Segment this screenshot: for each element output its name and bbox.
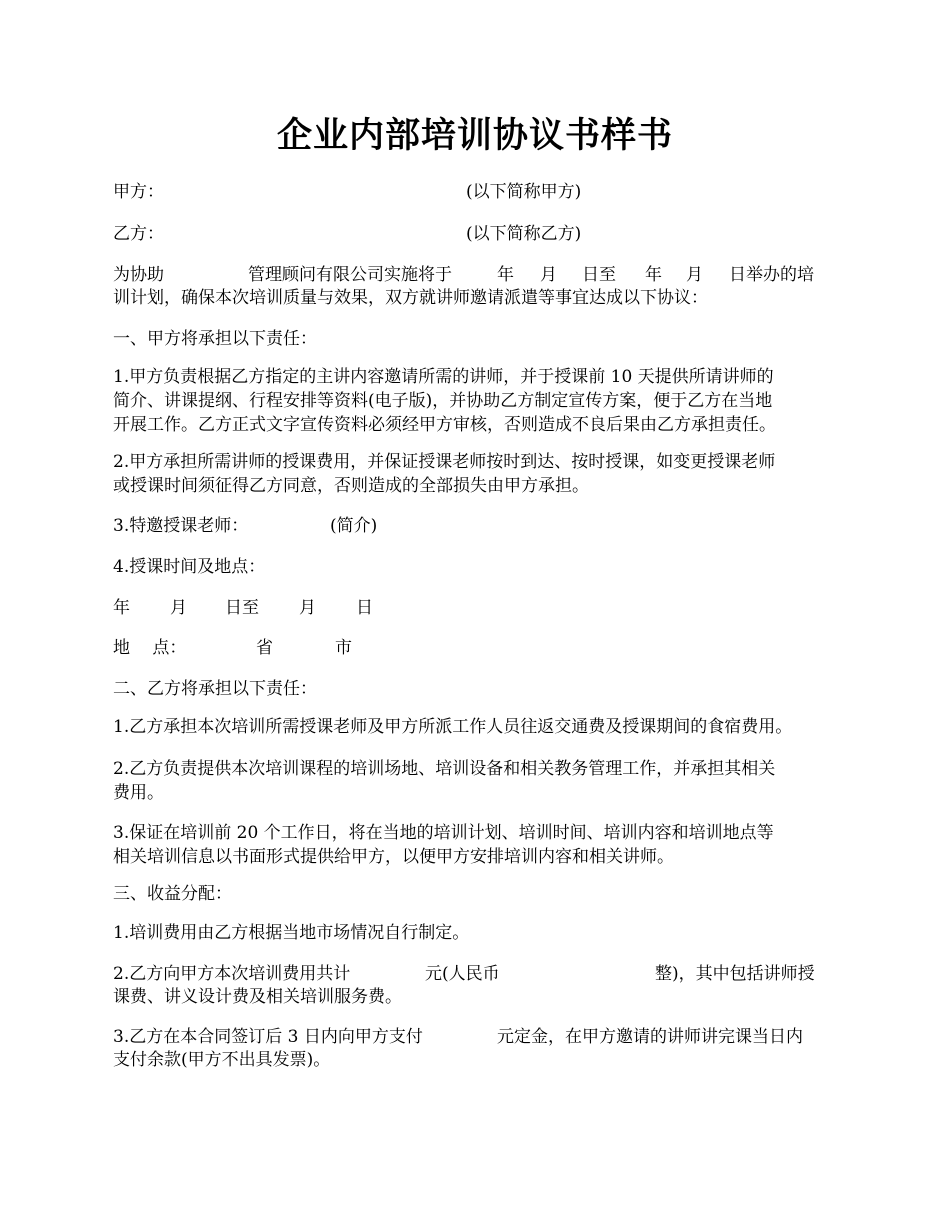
section3-item3-seg2: 元定金，在甲方邀请的讲师讲完课当日内 (497, 1027, 803, 1047)
section1-item3-note: (简介) (330, 516, 378, 536)
party-a-line (113, 180, 164, 204)
intro-day-to: 日至 (582, 265, 616, 285)
section3-item2-seg1: 2.乙方向甲方本次培训费用共计 (113, 964, 351, 984)
intro-seg1: 为协助 (113, 265, 164, 285)
party-b-note: (以下简称乙方) (466, 224, 582, 244)
section2-item2 (113, 757, 838, 805)
date-day: 日 (356, 598, 373, 618)
section2-item3 (113, 821, 838, 869)
intro-year1: 年 (497, 265, 514, 285)
party-b-label: 乙方： (113, 224, 164, 244)
section1-item2-line: 2.甲方承担所需讲师的授课费用，并保证授课老师按时到达、按时授课，如变更授课老师 (113, 452, 776, 472)
section3-item1: 1.培训费用由乙方根据当地市场情况自行制定。 (113, 923, 470, 943)
section2-heading: 二、乙方将承担以下责任： (113, 679, 317, 699)
intro-year2: 年 (645, 265, 662, 285)
date-day-to: 日至 (225, 598, 259, 618)
location-city: 市 (335, 638, 352, 658)
location-label: 地 点： (113, 638, 187, 658)
section1-item3-label: 3.特邀授课老师： (113, 516, 249, 536)
intro-tail: 日举办的培 (729, 265, 814, 285)
intro-line2: 训计划，确保本次培训质量与效果，双方就讲师邀请派遣等事宜达成以下协议： (113, 288, 708, 308)
section1-item4: 4.授课时间及地点： (113, 557, 266, 577)
section1-item1-line: 开展工作。乙方正式文字宣传资料必须经甲方审核，否则造成不良后果由乙方承担责任。 (113, 415, 776, 435)
section1-item1-line: 简介、讲课提纲、行程安排等资料(电子版)，并协助乙方制定宣传方案，便于乙方在当地 (113, 391, 773, 411)
section3-item2-seg2: 元(人民币 (425, 964, 500, 984)
section1-heading: 一、甲方将承担以下责任： (113, 329, 317, 349)
section1-item2 (113, 450, 838, 498)
section3-item3-line2: 支付余款(甲方不出具发票)。 (113, 1050, 331, 1070)
section1-item1 (113, 365, 838, 437)
section1-item1-line: 1.甲方负责根据乙方指定的主讲内容邀请所需的讲师，并于授课前 10 天提供所请讲师的 (113, 367, 774, 387)
section2-item2-line: 2.乙方负责提供本次培训课程的培训场地、培训设备和相关教务管理工作，并承担其相关 (113, 759, 776, 779)
section2-item3-line: 相关培训信息以书面形式提供给甲方，以便甲方安排培训内容和相关讲师。 (113, 847, 674, 867)
section1-item2-line: 或授课时间须征得乙方同意，否则造成的全部损失由甲方承担。 (113, 476, 589, 496)
section3-item2-line2: 课费、讲义设计费及相关培训服务费。 (113, 987, 402, 1007)
date-year: 年 (113, 598, 130, 618)
date-month2: 月 (299, 598, 316, 618)
intro-month2: 月 (686, 265, 703, 285)
section2-item3-line: 3.保证在培训前 20 个工作日，将在当地的培训计划、培训时间、培训内容和培训地点等 (113, 823, 774, 843)
party-a-label: 甲方： (113, 182, 164, 202)
document-title: 企业内部培训协议书样书 (276, 115, 673, 156)
section3-item2-seg3: 整)，其中包括讲师授 (655, 964, 815, 984)
intro-month1: 月 (540, 265, 557, 285)
party-a-note: (以下简称甲方) (466, 182, 582, 202)
section3-item3-seg1: 3.乙方在本合同签订后 3 日内向甲方支付 (113, 1027, 423, 1047)
section2-item1: 1.乙方承担本次培训所需授课老师及甲方所派工作人员往返交通费及授课期间的食宿费用。 (113, 717, 793, 737)
section3-heading: 三、收益分配： (113, 884, 232, 904)
section2-item2-line: 费用。 (113, 783, 164, 803)
location-province: 省 (256, 638, 273, 658)
date-month: 月 (170, 598, 187, 618)
intro-seg2: 管理顾问有限公司实施将于 (248, 265, 452, 285)
